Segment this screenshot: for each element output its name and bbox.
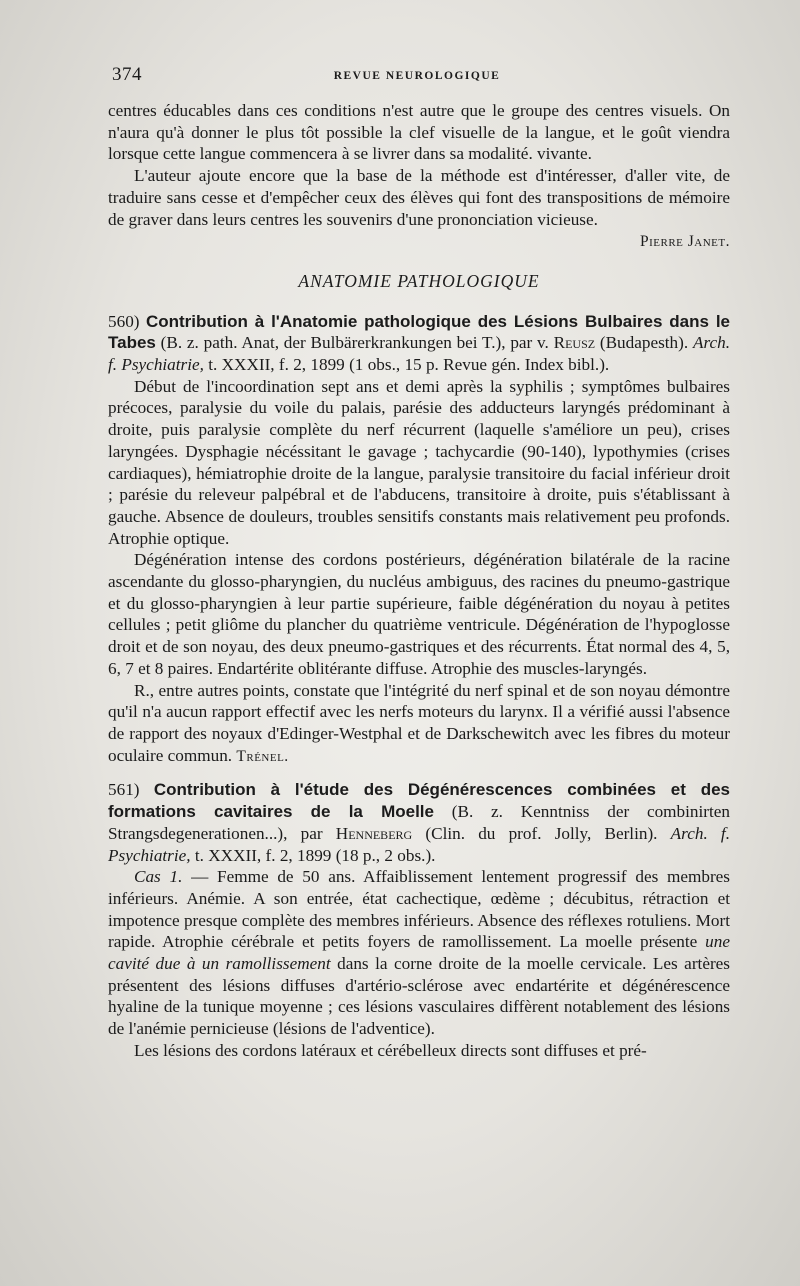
intro-paragraph-2: L'auteur ajoute encore que la base de la méthode est d'intéresser, d'aller vite, de traduire sans cesse et d'empêcher ceux des élèves qui font des transpositions de mémoire de graver dans leurs centres les souvenirs d'une prononciation vicieuse. — [108, 166, 730, 229]
entry-561-paragraph-1-a: — Femme de 50 ans. Affaiblissement lentement progressif des membres inférieurs. Anémie. A son entrée, état cachectique, œdème ; décubitus, rétraction et impotence presque complète des membres inférieurs. Absence des réflexes rotuliens. Mort rapide. Atrophie cérébrale et petits foyers de ramollissement. La moelle présente — [108, 867, 730, 952]
entry-560-paragraph-2: Dégénération intense des cordons postérieurs, dégénération bilatérale de la racine ascendante du glosso-pharyngien, du nucléus ambiguus, des racines du pneumo-gastrique et du glosso-pharyngien à leur partie supérieure, faible dégénération du noyau à petites cellules ; petit gliôme du plancher du quatrième ventricule. Dégénération de l'hypoglosse droit et de son noyau, des deux pneumo-gastriques et des récurrents. État normal des 4, 5, 6, 7 et 8 paires. Endartérite oblitérante diffuse. Atrophie des muscles-laryngés. — [108, 550, 730, 678]
entry-561-ref-c: t. XXXII, f. 2, 1899 (18 p., 2 obs.). — [194, 845, 436, 865]
intro-signature: Pierre Janet. — [639, 233, 730, 251]
entry-560-header — [108, 311, 730, 376]
entry-560-title: Contribution à l'Anatomie pathologique des Lésions Bulbaires dans le Tabes — [108, 311, 731, 353]
entry-561-header — [108, 779, 730, 866]
page-header — [112, 64, 722, 88]
entry-561-number: 561) — [108, 780, 140, 800]
entry-561-paragraph-1-italic: une cavité due à un ramollissement — [108, 932, 730, 974]
page-body — [108, 100, 730, 1062]
entry-560-paragraph-1: Début de l'incoordination sept ans et demi après la syphilis ; symptômes bulbaires précoces, paralysie du voile du palais, parésie des adducteurs laryngés prédominant à droite, puis paralysie complète du nerf récurrent (laquelle s'améliore un peu), crises laryngées. Dysphagie nécéssitant le gavage ; tachycardie (90-140), lypothymies (crises cardiaques), hémiatrophie droite de la langue, paralysie transitoire du facial inférieur droit ; parésie du releveur palpébral et de l'abducens, transitoire à droite, puis s'établissant à gauche. Absence de douleurs, troubles sensitifs constants mais relativement peu profonds. Atrophie optique. — [108, 376, 730, 548]
entry-560-paragraph-3 — [108, 680, 730, 768]
page-number: 374 — [112, 64, 142, 85]
entry-560-signature: Trénel. — [236, 747, 289, 765]
intro-signature-line — [108, 230, 730, 253]
intro-paragraph-1: centres éducables dans ces conditions n'est autre que le groupe des centres visuels. On n'aura qu'à donner le plus tôt possible la clef visuelle de la langue, et le goût viendra lorsque cette langue commencera à se livrer dans sa modalité. vivante. — [108, 101, 730, 164]
entry-561-paragraph-1-b: dans la corne droite de la moelle cervicale. Les artères présentent des lésions diffuses d'artério-sclérose avec endartérite et dégénérescence hyaline de la tunique moyenne ; ces lésions vasculaires diffèrent notablement des lésions de l'anémie pernicieuse (lésions de l'adventice). — [108, 954, 730, 1039]
entry-561-paragraph-1 — [108, 866, 730, 1040]
entry-561-ref-a: (B. z. Kenntniss der combinirten Strangsdegenerationen...), par — [108, 802, 730, 843]
entry-561-case-label: Cas 1. — [134, 867, 183, 887]
entry-561-title: Contribution à l'étude des Dégénérescences combinées et des formations cavitaires de la Moelle — [108, 780, 730, 822]
entry-560-ref-b: (Budapesth). — [599, 333, 689, 353]
entry-561-journal: Arch. f. Psychiatrie, — [108, 823, 730, 865]
entry-560-number: 560) — [108, 311, 140, 331]
entry-561-author: Henneberg — [335, 823, 413, 843]
running-title: REVUE NEUROLOGIQUE — [333, 70, 501, 82]
entry-561-ref-b: (Clin. du prof. Jolly, Berlin). — [425, 823, 658, 843]
entry-561-paragraph-2: Les lésions des cordons latéraux et cérébelleux directs sont diffuses et pré- — [134, 1040, 647, 1060]
entry-560-author: Reusz — [553, 333, 596, 353]
entry-560-paragraph-3-text: R., entre autres points, constate que l'intégrité du nerf spinal et de son noyau démontre qu'il n'a aucun rapport effectif avec les nerfs moteurs du larynx. Il a vérifié aussi l'absence de rapport des noyaux d'Edinger-Westphal et de Darkschewitch avec les fibres du moteur oculaire commun. — [108, 680, 730, 765]
entry-560-journal: Arch. f. Psychiatrie, — [108, 333, 731, 375]
entry-560-ref-c: t. XXXII, f. 2, 1899 (1 obs., 15 p. Revue gén. Index bibl.). — [208, 355, 610, 375]
entry-560-ref-a: (B. z. path. Anat, der Bulbärerkrankungen bei T.), par v. — [160, 333, 549, 353]
section-heading: ANATOMIE PATHOLOGIQUE — [298, 270, 540, 291]
